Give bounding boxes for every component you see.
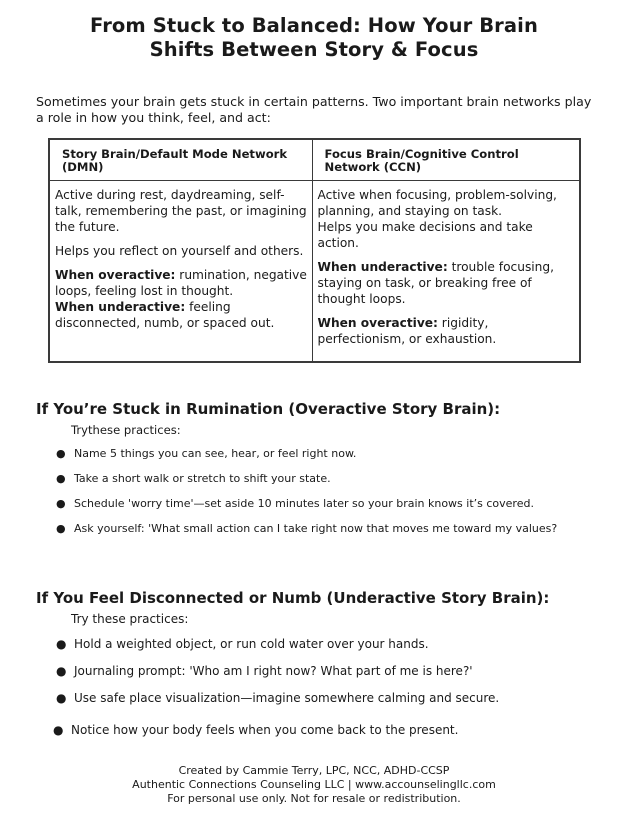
dmn-overactive-label: When overactive: <box>55 268 176 282</box>
list-item-text: Hold a weighted object, or run cold water over your hands. <box>74 637 429 651</box>
bullet-icon: ● <box>56 691 67 705</box>
bullet-icon: ● <box>56 522 66 535</box>
bullet-icon: ● <box>56 637 67 651</box>
ccn-overactive-label: When overactive: <box>317 316 438 330</box>
dmn-overactive-text: rumination, negative loops, feeling lost in thought. <box>55 268 307 298</box>
disconnected-heading: If You Feel Disconnected or Numb (Underactive Story Brain): <box>36 589 550 607</box>
footer-organization: Authentic Connections Counseling LLC | www.accounselingllc.com <box>132 778 496 791</box>
ccn-column-header: Focus Brain/Cognitive Control Network (CCN) <box>312 139 580 181</box>
footer-credit: Created by Cammie Terry, LPC, NCC, ADHD-CCSP <box>178 764 450 777</box>
list-item-text: Take a short walk or stretch to shift your state. <box>74 472 331 485</box>
bullet-icon: ● <box>56 447 66 460</box>
table-header-row <box>49 139 580 181</box>
list-item-text: Notice how your body feels when you come back to the present. <box>71 723 459 737</box>
ccn-description: Active when focusing, problem-solving, planning, and staying on task. <box>317 188 557 218</box>
list-item-text: Name 5 things you can see, hear, or feel right now. <box>74 447 357 460</box>
ccn-overactive-text: rigidity, perfectionism, or exhaustion. <box>317 316 497 346</box>
ccn-helps: Helps you make decisions and take action. <box>317 220 533 250</box>
ccn-cell <box>312 181 580 363</box>
dmn-overactive <box>55 267 308 299</box>
dmn-underactive-label: When underactive: <box>55 300 186 314</box>
bullet-icon: ● <box>53 723 64 737</box>
brain-networks-table <box>48 138 581 363</box>
ccn-underactive-label: When underactive: <box>317 260 448 274</box>
page-title-line-2: Shifts Between Story & Focus <box>149 38 479 61</box>
rumination-lead: Trythese practices: <box>71 423 181 437</box>
page-title <box>0 14 628 62</box>
page-title-line-1: From Stuck to Balanced: How Your Brain <box>90 14 538 37</box>
list-item-text: Schedule 'worry time'—set aside 10 minutes later so your brain knows it’s covered. <box>74 497 534 510</box>
list-item-text: Ask yourself: 'What small action can I take right now that moves me toward my values? <box>74 522 558 535</box>
table-body-row <box>49 181 580 363</box>
ccn-overactive <box>318 315 576 347</box>
dmn-column-header: Story Brain/Default Mode Network (DMN) <box>49 139 312 181</box>
footer <box>0 764 628 806</box>
dmn-cell <box>49 181 312 363</box>
disconnected-lead: Try these practices: <box>71 612 189 626</box>
bullet-icon: ● <box>56 664 67 678</box>
dmn-description: Active during rest, daydreaming, self-talk, remembering the past, or imagining the future. <box>55 188 307 234</box>
ccn-underactive <box>318 259 576 307</box>
bullet-icon: ● <box>56 497 66 510</box>
list-item-text: Journaling prompt: 'Who am I right now? What part of me is here?' <box>74 664 473 678</box>
intro-paragraph: Sometimes your brain gets stuck in certain patterns. Two important brain networks play a role in how you think, feel, and act: <box>36 94 592 125</box>
dmn-helps: Helps you reflect on yourself and others. <box>55 244 304 258</box>
dmn-underactive-text: feeling disconnected, numb, or spaced out. <box>55 300 275 330</box>
bullet-icon: ● <box>56 472 66 485</box>
ccn-underactive-text: trouble focusing, staying on task, or breaking free of thought loops. <box>317 260 555 306</box>
footer-usage-note: For personal use only. Not for resale or redistribution. <box>167 792 461 805</box>
rumination-heading: If You’re Stuck in Rumination (Overactive Story Brain): <box>36 400 501 418</box>
dmn-underactive <box>55 299 308 331</box>
list-item-text: Use safe place visualization—imagine somewhere calming and secure. <box>74 691 500 705</box>
